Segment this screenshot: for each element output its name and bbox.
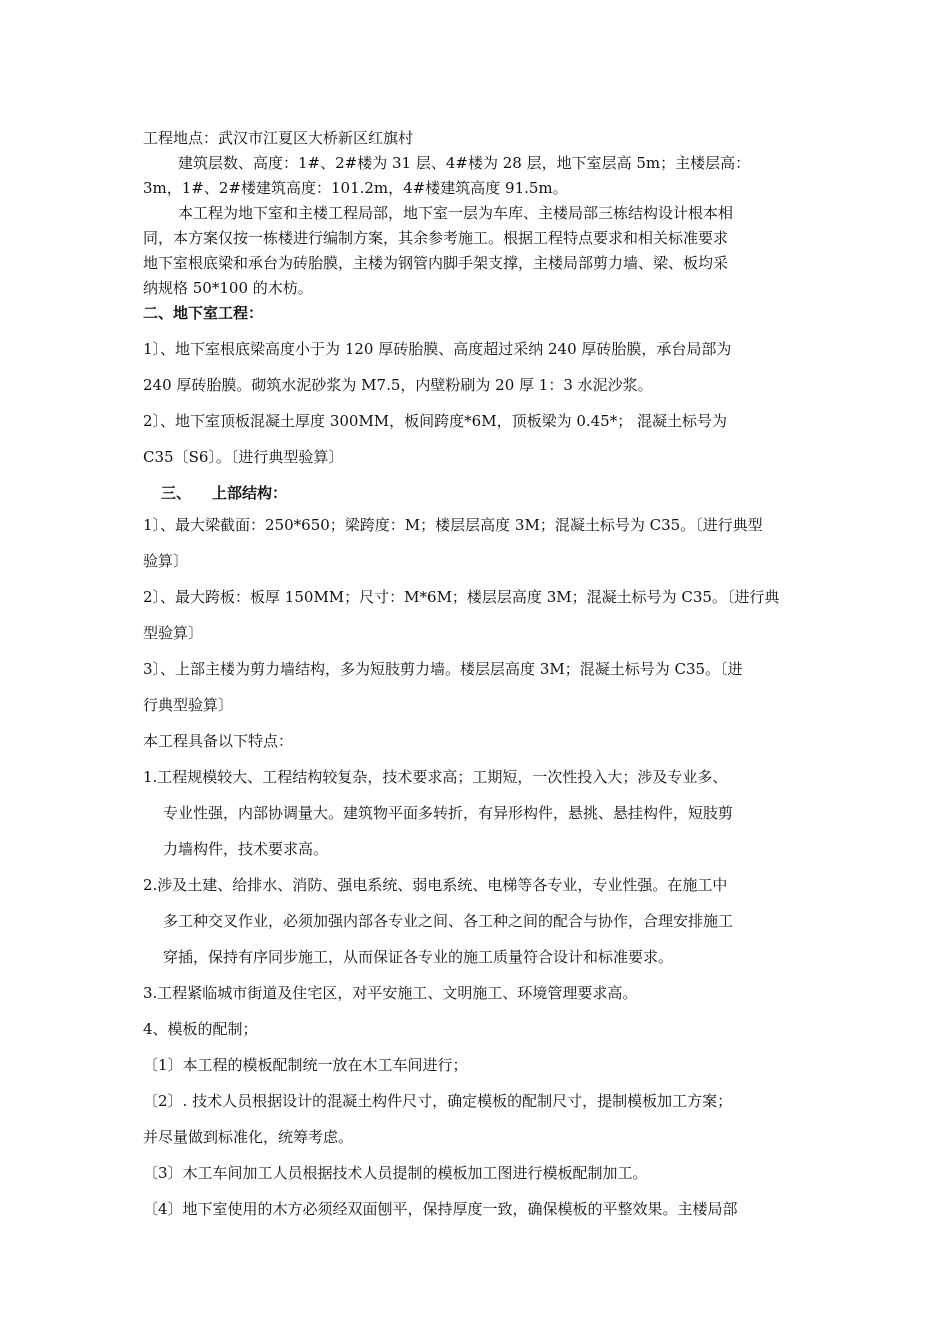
feature-2-line1: 2.涉及土建、给排水、消防、强电系统、弱电系统、电梯等各专业，专业性强。在施工中 <box>143 876 728 894</box>
scope-paragraph-line3: 地下室根底梁和承台为砖胎膜，主楼为钢管内脚手架支撑，主楼局部剪力墙、梁、板均采 <box>143 254 729 272</box>
feature-2-line2: 多工种交叉作业，必须加强内部各专业之间、各工种之间的配合与协作，合理安排施工 <box>163 912 734 930</box>
scope-paragraph-line1: 本工程为地下室和主楼工程局部，地下室一层为车库、主楼局部三栋结构设计根本相 <box>178 204 734 222</box>
basement-item2-line1: 2〕、地下室顶板混凝土厚度 300MM，板间跨度*6M，顶板梁为 0.45*； 混凝土标号为 <box>143 412 727 430</box>
basement-item1-line1: 1〕、地下室根底梁高度小于为 120 厚砖胎膜、高度超过采纳 240 厚砖胎膜，承台局部为 <box>143 340 732 358</box>
basement-item2-line2: C35〔S6〕。〔进行典型验算〕 <box>143 448 344 466</box>
floors-paragraph-line1: 建筑层数、高度：1#、2#楼为 31 层、4#楼为 28 层，地下室层高 5m；主楼层高： <box>178 154 751 172</box>
formwork-item-3: 〔3〕木工车间加工人员根据技术人员提制的模板加工图进行模板配制加工。 <box>143 1164 648 1182</box>
formwork-item-2-line1: 〔2〕. 技术人员根据设计的混凝土构件尺寸，确定模板的配制尺寸，提制模板加工方案； <box>143 1092 733 1110</box>
superstructure-item3-line1: 3〕、上部主楼为剪力墙结构，多为短肢剪力墙。楼层层高度 3M；混凝土标号为 C35。〔进 <box>143 660 743 678</box>
project-location: 工程地点：武汉市江夏区大桥新区红旗村 <box>143 129 414 147</box>
formwork-item-4: 〔4〕地下室使用的木方必须经双面刨平，保持厚度一致，确保模板的平整效果。主楼局部 <box>143 1200 738 1218</box>
formwork-item-1: 〔1〕本工程的模板配制统一放在木工车间进行； <box>143 1056 468 1074</box>
feature-1-line3: 力墙构件，技术要求高。 <box>163 840 329 858</box>
features-heading: 本工程具备以下特点： <box>143 732 294 750</box>
feature-1-line2: 专业性强，内部协调量大。建筑物平面多转折，有异形构件，悬挑、悬挂构件，短肢剪 <box>163 804 734 822</box>
floors-paragraph-line2: 3m，1#、2#楼建筑高度：101.2m，4#楼建筑高度 91.5m。 <box>143 179 568 197</box>
superstructure-item1-line2: 验算〕 <box>143 552 189 570</box>
superstructure-item2-line1: 2〕、最大跨板：板厚 150MM；尺寸：M*6M；楼层层高度 3M；混凝土标号为 C35。〔进行典 <box>143 588 780 606</box>
scope-paragraph-line4: 纳规格 50*100 的木枋。 <box>143 279 313 297</box>
scope-paragraph-line2: 同，本方案仅按一栋楼进行编制方案，其余参考施工。根据工程特点要求和相关标准要求 <box>143 229 729 247</box>
section-2-heading: 二、地下室工程： <box>143 304 264 322</box>
superstructure-item2-line2: 型验算〕 <box>143 624 204 642</box>
feature-3-line1: 3.工程紧临城市街道及住宅区，对平安施工、文明施工、环境管理要求高。 <box>143 984 638 1002</box>
formwork-heading: 4、模板的配制； <box>143 1020 258 1038</box>
feature-2-line3: 穿插，保持有序同步施工，从而保证各专业的施工质量符合设计和标准要求。 <box>163 948 674 966</box>
section-3-heading-text: 上部结构： <box>212 484 288 502</box>
section-3-heading-number: 三、 <box>161 484 192 502</box>
superstructure-item3-line2: 行典型验算〕 <box>143 696 234 714</box>
basement-item1-line2: 240 厚砖胎膜。砌筑水泥砂浆为 M7.5，内壁粉刷为 20 厚 1：3 水泥沙浆。 <box>143 376 653 394</box>
formwork-item-2-line2: 并尽量做到标准化，统筹考虑。 <box>143 1128 354 1146</box>
superstructure-item1-line1: 1〕、最大梁截面：250*650；梁跨度：M；楼层层高度 3M；混凝土标号为 C35。〔进行典型 <box>143 516 763 534</box>
feature-1-line1: 1.工程规模较大、工程结构较复杂，技术要求高；工期短，一次性投入大；涉及专业多、 <box>143 768 728 786</box>
